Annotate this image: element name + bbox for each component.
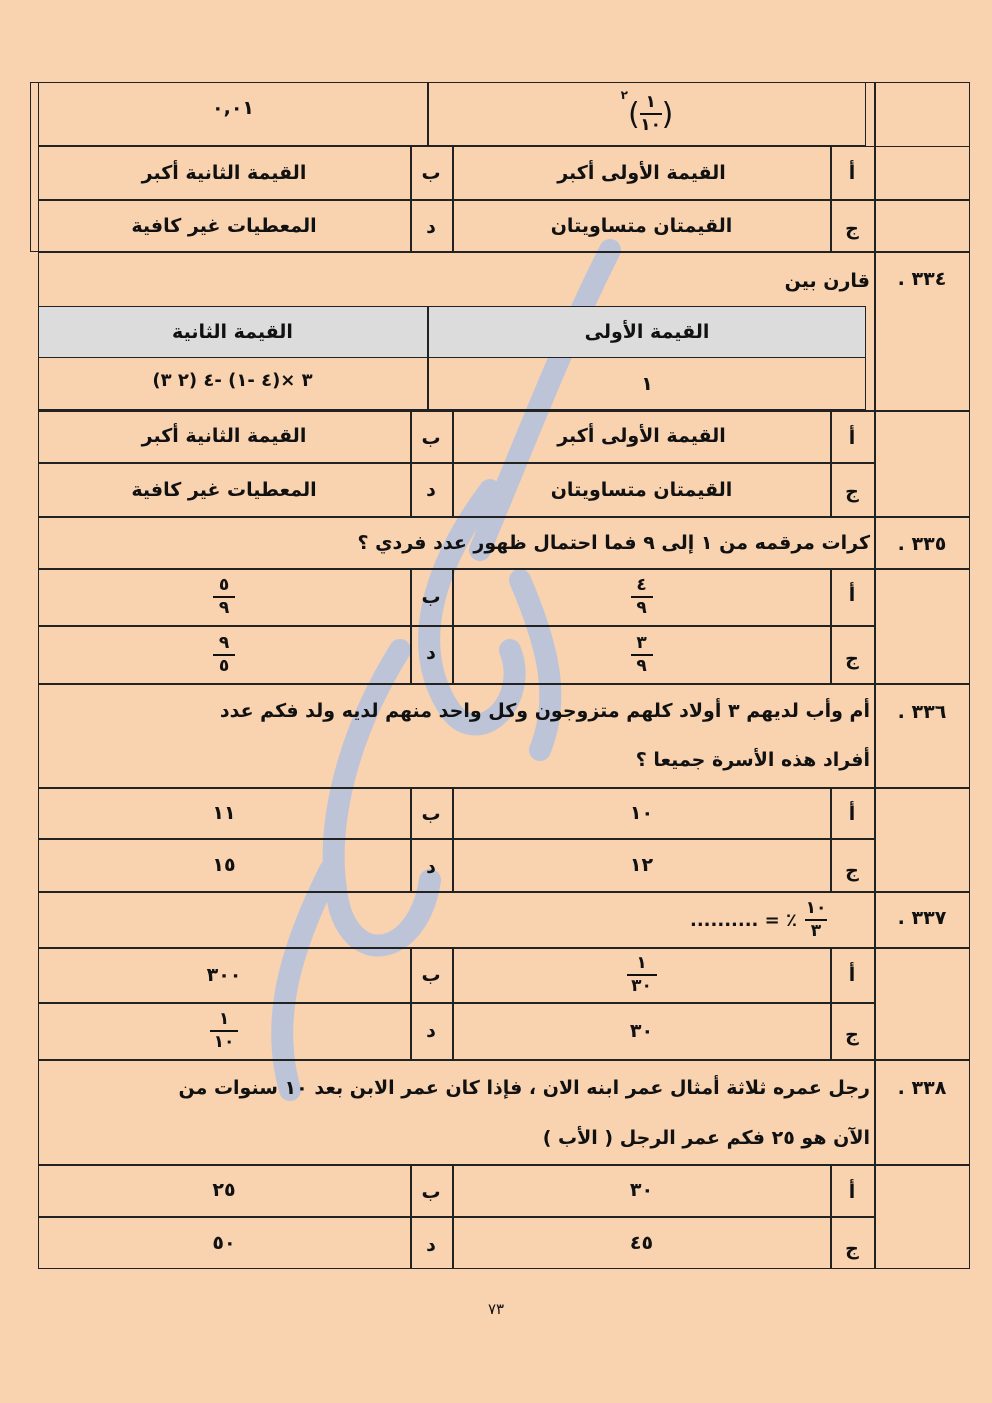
choice-d-letter: د [426,1234,436,1256]
q338-line1: رجل عمره ثلاثة أمثال عمر ابنه الان ، فإذا كان عمر الابن بعد ١٠ سنوات من [178,1077,870,1099]
choice-c-letter: ج [845,1238,859,1260]
choice-c[interactable]: القيمتان متساويتان [550,215,733,237]
choice-d-letter: د [426,642,436,664]
choice-a-letter: أ [848,964,856,986]
q336-choice-d[interactable]: ١٥ [212,854,236,876]
choice-b[interactable]: القيمة الثانية أكبر [141,161,307,184]
q334-choice-a[interactable]: القيمة الأولى أكبر [557,425,726,447]
choice-d-letter: د [426,1020,436,1042]
q334-text: قارن بين [784,270,870,292]
q334-choice-d[interactable]: المعطيات غير كافية [131,478,317,501]
q333-value2: ٠,٠١ [212,97,255,119]
q336-choice-b[interactable]: ١١ [212,801,236,824]
q336-choice-a[interactable]: ١٠ [629,801,654,824]
q334-header-second: القيمة الثانية [172,321,293,343]
choice-b-letter: ب [421,1181,441,1203]
q338-choice-c[interactable]: ٤٥ [629,1232,654,1254]
choice-c-letter: ج [845,648,859,670]
choice-c-letter: ج [845,218,859,240]
choice-d-letter: د [426,479,436,501]
choice-a[interactable]: القيمة الأولى أكبر [557,161,726,184]
q336-choice-c[interactable]: ١٢ [629,854,654,876]
choice-a-letter: أ [848,162,856,184]
q336-line1: أم وأب لديهم ٣ أولاد كلهم متزوجون وكل واحد منهم لديه ولد فكم عدد [219,700,870,722]
choice-c-letter: ج [845,481,859,503]
q335-number: ٣٣٥ . [897,533,947,555]
q334-header-first: القيمة الأولى [584,321,710,343]
choice-b-letter: ب [421,964,441,986]
choice-b-letter: ب [421,803,441,825]
q338-choice-a[interactable]: ٣٠ [629,1179,654,1201]
q338-line2: الآن هو ٢٥ فكم عمر الرجل ( الأب ) [542,1127,870,1149]
choice-d-letter: د [426,856,436,878]
q334-choice-c[interactable]: القيمتان متساويتان [550,478,733,501]
q334-choice-b[interactable]: القيمة الثانية أكبر [141,425,307,447]
choice-a-letter: أ [848,803,856,825]
choice-c-letter: ج [845,1024,859,1046]
choice-d[interactable]: المعطيات غير كافية [131,215,317,237]
q337-choice-c[interactable]: ٣٠ [629,1020,654,1042]
q337-number: ٣٣٧ . [897,907,947,929]
q333-value1: ( $\frac{١}{١٠}$ ) ٢ [620,88,674,135]
q334-value1: ١ [641,373,653,395]
choice-b-letter: ب [421,162,441,184]
choice-d-letter: د [426,216,436,238]
choice-a-letter: أ [848,1181,856,1203]
choice-b-letter: ب [421,427,441,449]
choice-a-letter: أ [848,427,856,449]
q337-choice-a[interactable]: $\frac{١}{٣٠}$ [453,947,830,1002]
choice-a-letter: أ [848,584,856,606]
q334-value2: (٢ ٣) ٣ ×(٤ -١) -٤ [152,369,313,391]
q335-choice-c[interactable]: $\frac{٣}{٩}$ [453,626,830,683]
q337-expression: $\frac{١٠}{٣}$ ٪ = .......... [690,898,827,941]
q336-line2: أفراد هذه الأسرة جميعا ؟ [635,749,870,771]
choice-b-letter: ب [421,586,441,608]
q337-choice-d[interactable]: $\frac{١}{١٠}$ [38,1003,410,1059]
q338-choice-d[interactable]: ٥٠ [212,1232,236,1254]
q335-choice-a[interactable]: $\frac{٤}{٩}$ [453,568,830,625]
q335-choice-b[interactable]: $\frac{٥}{٩}$ [38,568,410,625]
q336-number: ٣٣٦ . [897,701,947,723]
q338-choice-b[interactable]: ٢٥ [212,1179,236,1201]
choice-c-letter: ج [845,860,859,882]
q335-choice-d[interactable]: $\frac{٩}{٥}$ [38,626,410,683]
q334-number: ٣٣٤ . [897,268,947,290]
q337-choice-b[interactable]: ٣٠٠ [206,963,242,986]
page-number: ٧٣ [487,1300,505,1318]
q335-text: كرات مرقمه من ١ إلى ٩ فما احتمال ظهور عدد فردي ؟ [357,532,870,554]
q338-number: ٣٣٨ . [897,1077,947,1099]
